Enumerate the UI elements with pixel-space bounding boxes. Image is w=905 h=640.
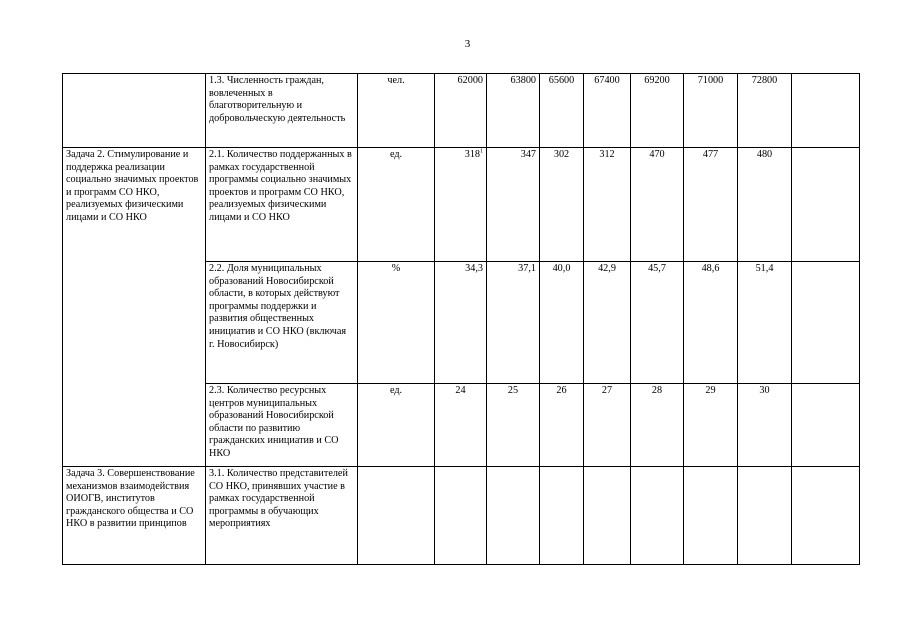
value-cell: [584, 467, 631, 565]
unit-cell: [358, 467, 435, 565]
note-cell: [792, 384, 860, 467]
value-cell: 48,6: [684, 262, 738, 384]
value-cell: 62000: [435, 74, 487, 148]
value-cell: 65600: [540, 74, 584, 148]
table-row: [63, 148, 860, 262]
task-cell: Задача 3. Совершенствование механизмов взаимодействия ОИОГВ, институтов гражданского общества и СО НКО в развитии принципов: [63, 467, 206, 565]
value-cell: [540, 467, 584, 565]
table-row: [63, 74, 860, 148]
unit-cell: ед.: [358, 148, 435, 262]
value-cell: 470: [631, 148, 684, 262]
value-cell: 477: [684, 148, 738, 262]
page-number: 3: [464, 38, 471, 50]
value-cell: 40,0: [540, 262, 584, 384]
value-cell: [487, 467, 540, 565]
task-cell: [63, 384, 206, 467]
value-cell: 63800: [487, 74, 540, 148]
note-cell: [792, 148, 860, 262]
indicator-cell: 2.3. Количество ресурсных центров муниципальных образований Новосибирской области по развитию гражданских инициатив и СО НКО: [206, 384, 358, 467]
value-cell: 67400: [584, 74, 631, 148]
table-row: [63, 467, 860, 565]
table-row: [63, 262, 860, 384]
value-cell: 34,3: [435, 262, 487, 384]
table-row: [63, 384, 860, 467]
value-cell: 51,4: [738, 262, 792, 384]
indicator-cell: 2.1. Количество поддержанных в рамках государственной программы социально значимых проектов и программ СО НКО, реализуемых физическими лицами и СО НКО: [206, 148, 358, 262]
value-cell: [738, 467, 792, 565]
task-cell: [63, 262, 206, 384]
value-cell: 42,9: [584, 262, 631, 384]
unit-cell: ед.: [358, 384, 435, 467]
value-text: 318: [464, 149, 480, 160]
footnote-mark: 1: [480, 148, 483, 155]
value-cell: 45,7: [631, 262, 684, 384]
value-cell: 26: [540, 384, 584, 467]
value-cell: 480: [738, 148, 792, 262]
indicators-table: [62, 73, 860, 565]
value-cell: [435, 148, 487, 262]
note-cell: [792, 262, 860, 384]
value-cell: 302: [540, 148, 584, 262]
value-cell: 28: [631, 384, 684, 467]
value-cell: [435, 467, 487, 565]
value-cell: [631, 467, 684, 565]
value-cell: 24: [435, 384, 487, 467]
value-cell: 25: [487, 384, 540, 467]
indicator-cell: 2.2. Доля муниципальных образований Новосибирской области, в которых действуют программы поддержки и развития общественных инициатив и СО НКО (включая г. Новосибирск): [206, 262, 358, 384]
value-cell: 29: [684, 384, 738, 467]
value-cell: 312: [584, 148, 631, 262]
value-cell: 71000: [684, 74, 738, 148]
value-cell: 69200: [631, 74, 684, 148]
value-cell: 347: [487, 148, 540, 262]
value-cell: [684, 467, 738, 565]
value-cell: 30: [738, 384, 792, 467]
task-cell: Задача 2. Стимулирование и поддержка реализации социально значимых проектов и программ СО НКО, реализуемых физическими лицами и СО НКО: [63, 148, 206, 262]
value-cell: 27: [584, 384, 631, 467]
indicator-cell: 1.3. Численность граждан, вовлеченных в благотворительную и добровольческую деятельность: [206, 74, 358, 148]
value-cell: 37,1: [487, 262, 540, 384]
unit-cell: чел.: [358, 74, 435, 148]
value-cell: 72800: [738, 74, 792, 148]
unit-cell: %: [358, 262, 435, 384]
note-cell: [792, 74, 860, 148]
indicator-cell: 3.1. Количество представителей СО НКО, принявших участие в рамках государственной программы в обучающих мероприятиях: [206, 467, 358, 565]
note-cell: [792, 467, 860, 565]
task-cell: [63, 74, 206, 148]
